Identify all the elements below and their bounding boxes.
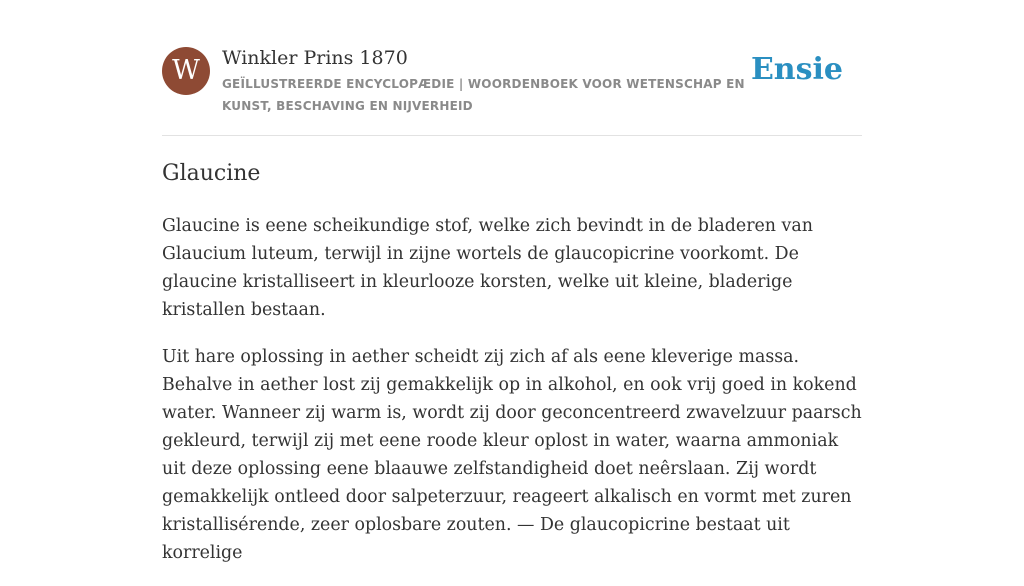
source-subtitle: GEÏLLUSTREERDE ENCYCLOPÆDIE | WOORDENBOEK VOOR WETENSCHAP EN KUNST, BESCHAVING EN NIJVERHEID bbox=[222, 77, 745, 113]
entry-title: Glaucine bbox=[162, 161, 261, 186]
source-avatar[interactable]: W bbox=[162, 47, 210, 95]
source-title[interactable]: Winkler Prins 1870 bbox=[222, 47, 408, 69]
source-header bbox=[162, 46, 862, 116]
entry-paragraph-2: Uit hare oplossing in aether scheidt zij zich af als eene kleverige massa. Behalve in aether lost zij gemakkelijk op in alkohol, en ook vrij goed in kokend water. Wanneer zij warm is, wordt zij door geconcentreerd zwavelzuur paarsch gekleurd, terwijl zij met eene roode kleur oplost in water, waarna ammoniak uit deze oplossing eene blaauwe zelfstandigheid doet neêrslaan. Zij wordt gemakkelijk ontleed door salpeterzuur, reageert alkalisch en vormt met zuren kristallisérende, zeer oplosbare zouten. — De glaucopicrine bestaat uit korrelige bbox=[162, 347, 862, 563]
header-divider bbox=[162, 135, 862, 136]
ensie-logo[interactable]: Ensie bbox=[750, 52, 843, 87]
entry-paragraph-1: Glaucine is eene scheikundige stof, welke zich bevindt in de bladeren van Glaucium luteum, terwijl in zijne wortels de glaucopicrine voorkomt. De glaucine kristalliseert in kleurlooze korsten, welke uit kleine, bladerige kristallen bestaan. bbox=[162, 216, 813, 320]
entry-body bbox=[162, 212, 867, 586]
